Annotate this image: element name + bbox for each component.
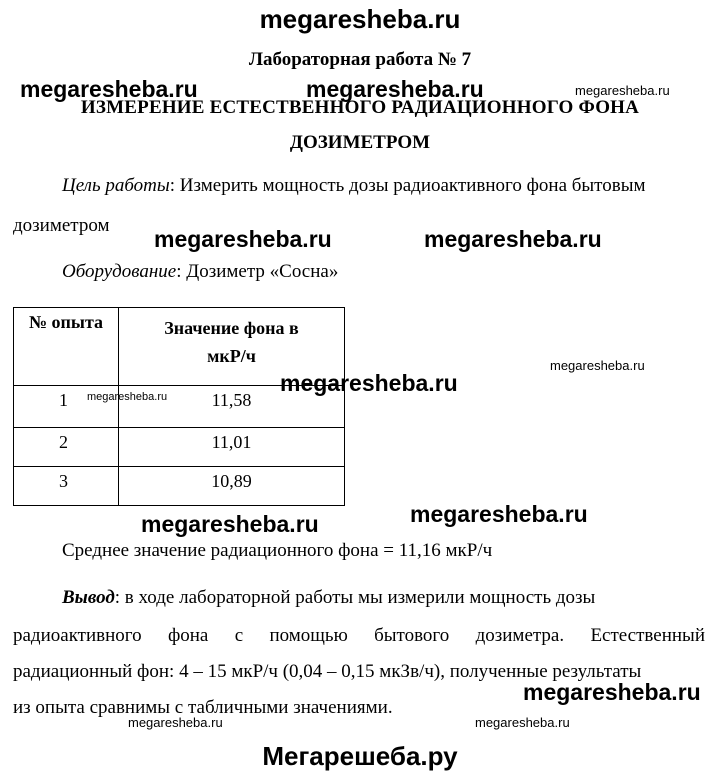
watermark-bottom-small-2[interactable]: megaresheba.ru: [475, 715, 570, 730]
watermark-table-center[interactable]: megaresheba.ru: [280, 370, 458, 396]
table-header-value-line1: Значение фона в: [164, 318, 299, 338]
goal-text-continuation: дозиметром: [13, 215, 110, 236]
lab-number-title: Лабораторная работа № 7: [248, 49, 472, 70]
conclusion-line3: радиационный фон: 4 – 15 мкР/ч (0,04 – 0,15 мкЗв/ч), полученные результаты: [13, 661, 642, 682]
conclusion-line4: из опыта сравнимы с табличными значениями.: [13, 697, 393, 718]
table-row: [14, 428, 345, 467]
document-title-line2: ДОЗИМЕТРОМ: [289, 132, 431, 153]
equipment-text: : Дозиметр «Сосна»: [176, 261, 339, 282]
equipment-paragraph: [62, 252, 338, 292]
footer-watermark[interactable]: Мегарешеба.ру: [262, 741, 458, 771]
watermark-center-title[interactable]: megaresheba.ru: [306, 76, 484, 102]
table-row: [14, 467, 345, 506]
goal-paragraph: [62, 166, 646, 206]
table-cell-number: 1: [14, 386, 119, 428]
goal-label: Цель работы: [62, 175, 170, 196]
table-cell-number: 3: [14, 467, 119, 506]
table-cell-value: 11,58: [119, 386, 345, 428]
average-value-text: Среднее значение радиационного фона = 11,16 мкР/ч: [62, 540, 493, 561]
watermark-mid-right[interactable]: megaresheba.ru: [424, 226, 602, 252]
conclusion-label: Вывод: [62, 587, 115, 608]
table-header-experiment: № опыта: [14, 308, 119, 386]
header-watermark[interactable]: megaresheba.ru: [259, 4, 461, 34]
watermark-table-right[interactable]: megaresheba.ru: [550, 358, 645, 373]
watermark-table-row[interactable]: megaresheba.ru: [87, 391, 168, 403]
watermark-left-title[interactable]: megaresheba.ru: [20, 76, 198, 102]
watermark-right-title[interactable]: megaresheba.ru: [575, 83, 670, 98]
table-cell-value: 11,01: [119, 428, 345, 467]
conclusion-text-1: : в ходе лабораторной работы мы измерили мощность дозы: [114, 587, 596, 608]
document-title-line1: ИЗМЕРЕНИЕ ЕСТЕСТВЕННОГО РАДИАЦИОННОГО ФОНА: [80, 97, 640, 118]
watermark-below-right[interactable]: megaresheba.ru: [410, 501, 588, 527]
table-cell-number: 2: [14, 428, 119, 467]
table-header-value-line2: мкР/ч: [207, 346, 256, 366]
watermark-bottom-small-1[interactable]: megaresheba.ru: [128, 715, 223, 730]
conclusion-line1: [62, 578, 708, 618]
equipment-label: Оборудование: [62, 261, 177, 282]
measurements-table: [13, 307, 345, 506]
goal-text: : Измерить мощность дозы радиоактивного фона бытовым: [169, 175, 646, 196]
table-cell-value: 10,89: [119, 467, 345, 506]
watermark-mid-left[interactable]: megaresheba.ru: [154, 226, 332, 252]
watermark-conclusion-right[interactable]: megaresheba.ru: [523, 679, 701, 705]
watermark-below-left[interactable]: megaresheba.ru: [141, 511, 319, 537]
conclusion-line2: радиоактивного фона с помощью бытового дозиметра. Естественный: [13, 625, 705, 646]
